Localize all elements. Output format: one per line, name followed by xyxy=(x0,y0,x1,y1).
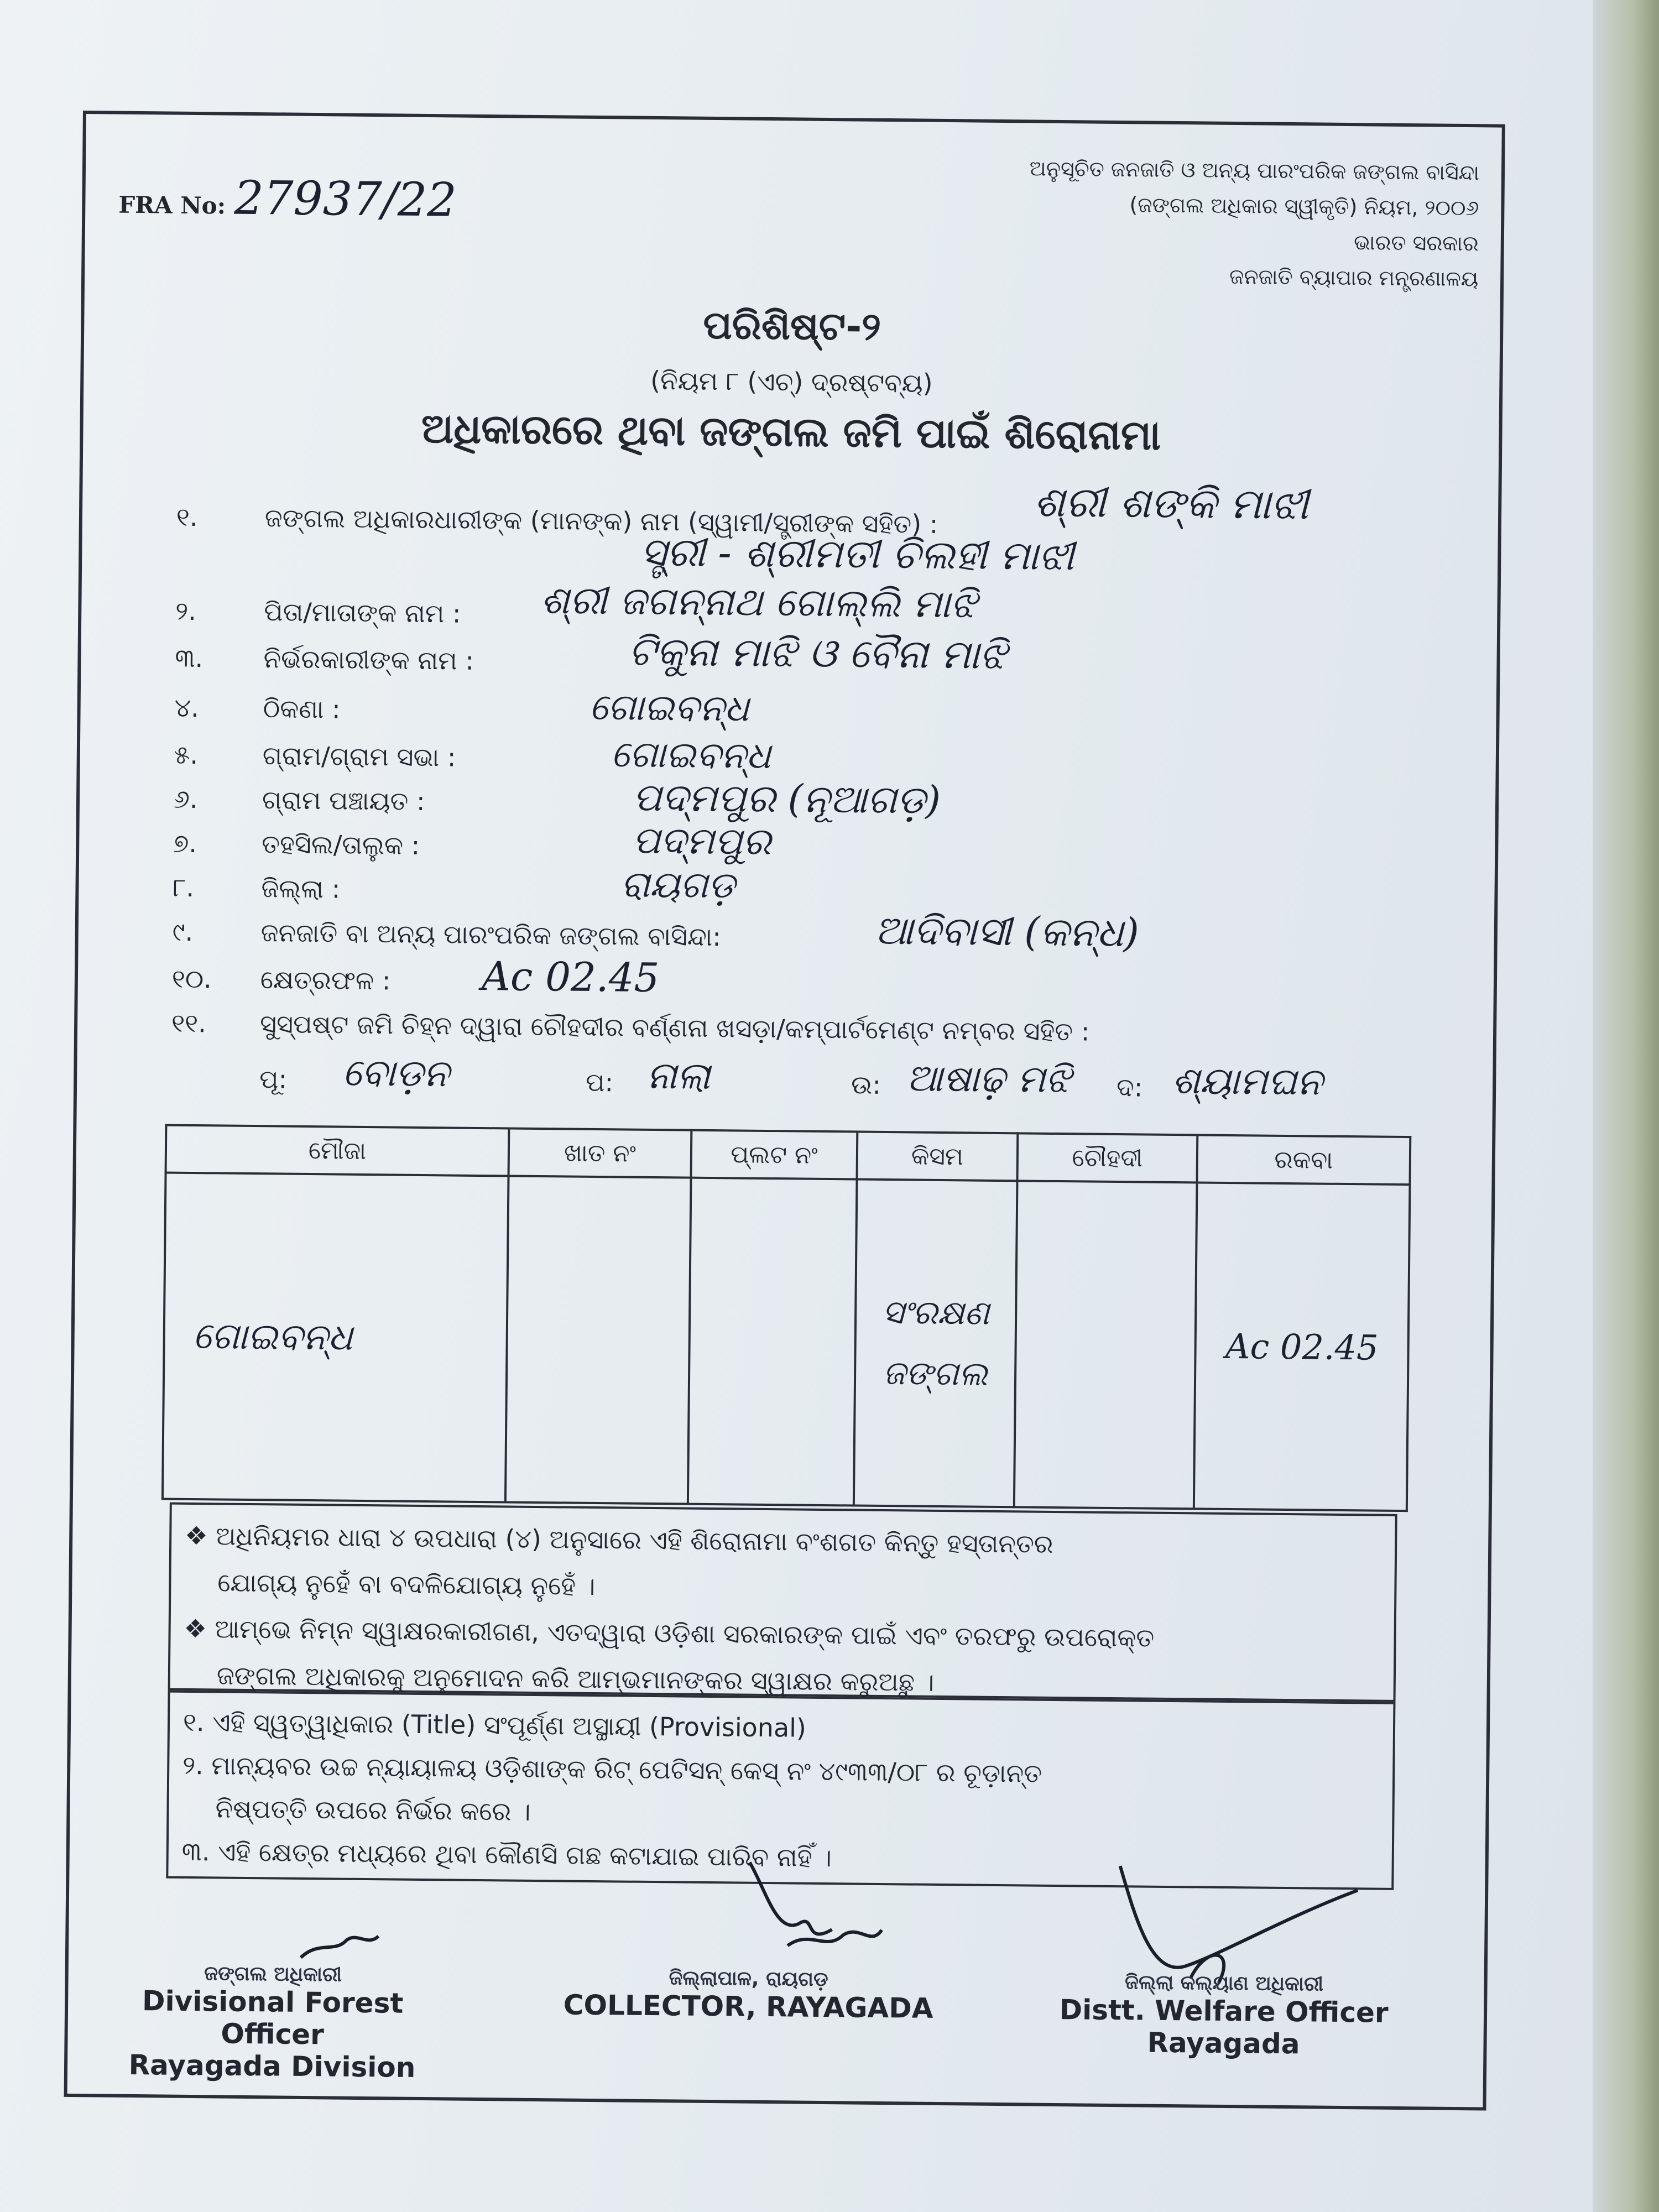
cell-rakba: Ac 02.45 xyxy=(1194,1182,1410,1511)
boundary-west-label: ପ: xyxy=(585,1067,614,1098)
field-number: ୧୦. xyxy=(171,963,212,994)
note-line: ଯୋଗ୍ୟ ନୁହେଁ ବା ବଦଳିଯୋଗ୍ୟ ନୁହେଁ । xyxy=(217,1567,596,1601)
issuer-line: ଅନୁସୂଚିତ ଜନଜାତି ଓ ଅନ୍ୟ ପାରଂପରିକ ଜଙ୍ଗଲ ବାସିନ୍ଦା xyxy=(1029,156,1480,185)
field-number: ୭. xyxy=(173,828,197,859)
column-header-rakba: ରକବା xyxy=(1197,1135,1410,1185)
boundary-south-value: ଶ୍ୟାମଘନ xyxy=(1171,1058,1323,1104)
background-edge xyxy=(1593,0,1659,2212)
signatory-office: Rayagada xyxy=(1147,2026,1300,2060)
field-value-tribe: ଆଦିବାସୀ (କନ୍ଧ) xyxy=(874,906,1140,956)
signatory-stamp: ଜିଲ୍ଲା କଲ୍ୟାଣ ଅଧିକାରୀ xyxy=(1124,1971,1324,1996)
rule-reference: (ନିୟମ ୮ (ଏଚ୍) ଦ୍ରଷ୍ଟବ୍ୟ) xyxy=(650,365,933,398)
boundary-east-label: ପୂ: xyxy=(259,1064,288,1094)
field-number: ୧. xyxy=(176,502,198,533)
field-label-boundary-description: ସୁସ୍ପଷ୍ଟ ଜମି ଚିହ୍ନ ଦ୍ୱାରା ଚୌହଦୀର ବର୍ଣ୍ଣନା ଖସଡ଼ା/କମ୍ପାର୍ଟମେଣ୍ଟ ନମ୍ବର ସହିତ : xyxy=(259,1009,1090,1047)
boundary-south-label: ଦ: xyxy=(1116,1072,1143,1103)
field-label-village: ଗ୍ରାମ/ଗ୍ରାମ ସଭା : xyxy=(262,740,456,773)
issuer-line: ଜନଜାତି ବ୍ୟାପାର ମନ୍ତ୍ରଣାଳୟ xyxy=(1229,264,1479,291)
signatory-stamp: ଜଙ୍ଗଲ ଅଧିକାରୀ xyxy=(204,1962,342,1986)
field-number: ୯. xyxy=(172,916,194,947)
signatory-title: Divisional Forest Officer xyxy=(142,1985,404,2051)
field-value-panchayat: ପଦ୍ମପୁର (ନୂଆଗଡ଼) xyxy=(632,774,941,823)
certificate-frame xyxy=(64,111,1505,2111)
field-label-parent-name: ପିତା/ମାତାଙ୍କ ନାମ : xyxy=(264,597,461,629)
boundary-west-value: ନାଲା xyxy=(646,1053,711,1098)
fra-number-value: 27937/22 xyxy=(233,170,457,227)
field-value-dependents: ଟିକୁନା ମାଝି ଓ ବୈନା ମାଝି xyxy=(628,628,1007,679)
note-line: ❖ ଆମ୍ଭେ ନିମ୍ନ ସ୍ୱାକ୍ଷରକାରୀଗଣ, ଏତଦ୍ୱାରା ଓଡ଼ିଶା ସରକାରଙ୍କ ପାଇଁ ଏବଂ ତରଫରୁ ଉପରୋକ୍ତ xyxy=(184,1613,1155,1653)
field-number: ୪. xyxy=(174,692,200,723)
cell-kisam: ସଂରକ୍ଷଣ ଜଙ୍ଗଲ xyxy=(854,1180,1018,1507)
condition-line: ୧. ଏହି ସ୍ୱତ୍ୱାଧିକାର (Title) ସଂପୂର୍ଣ୍ଣ ଅସ୍ଥାୟୀ (Provisional) xyxy=(182,1707,807,1743)
field-value-parent-name: ଶ୍ରୀ ଜଗନ୍ନାଥ ଗୋଲ୍ଲି ମାଝି xyxy=(540,577,977,627)
field-label-tehsil: ତହସିଲ/ତାଲୁକ : xyxy=(262,829,420,860)
issuer-line: (ଜଙ୍ଗଲ ଅଧିକାର ସ୍ୱୀକୃତି) ନିୟମ, ୨୦୦୬ xyxy=(1129,192,1479,221)
field-number: ୩. xyxy=(175,643,204,674)
field-label-district: ଜିଲ୍ଲା : xyxy=(261,873,341,904)
column-header-plot-no: ପ୍ଲଟ ନଂ xyxy=(691,1130,858,1180)
signatory-stamp: ଜିଲ୍ଲାପାଳ, ରାୟଗଡ଼ xyxy=(669,1966,828,1991)
column-header-chouhaddi: ଚୌହଦୀ xyxy=(1018,1133,1198,1182)
signatory-title: COLLECTOR, RAYAGADA xyxy=(563,1989,933,2025)
note-line: ଜଙ୍ଗଲ ଅଧିକାରକୁ ଅନୁମୋଦନ କରି ଆମ୍ଭମାନଙ୍କର ସ୍ୱାକ୍ଷର କରୁଅଛୁ । xyxy=(216,1660,935,1697)
document-title: ଅଧିକାରରେ ଥିବା ଜଙ୍ଗଲ ଜମି ପାଇଁ ଶିରୋନାମା xyxy=(421,404,1161,460)
field-number: ୨. xyxy=(175,596,197,627)
field-label-panchayat: ଗ୍ରାମ ପଞ୍ଚାୟତ : xyxy=(262,785,425,816)
column-header-kisam: କିସମ xyxy=(857,1132,1018,1181)
field-value-village: ଗୋଇବନ୍ଧ xyxy=(611,733,771,777)
field-number: ୮. xyxy=(173,872,195,902)
field-value-holder-name: ଶ୍ରୀ ଶଙ୍କି ମାଝୀ xyxy=(1033,477,1309,529)
field-label-area: କ୍ଷେତ୍ରଫଳ : xyxy=(260,964,391,996)
signatory-dfo xyxy=(101,1961,445,2084)
field-number: ୫. xyxy=(174,739,199,770)
field-value-tehsil: ପଦ୍ମପୁର xyxy=(632,818,771,864)
field-value-area: Ac 02.45 xyxy=(481,952,660,1001)
signatory-title: Distt. Welfare Officer xyxy=(1059,1994,1389,2029)
condition-line: ୩. ଏହି କ୍ଷେତ୍ର ମଧ୍ୟରେ ଥିବା କୌଣସି ଗଛ କଟାଯାଇ ପାରିବ ନାହିଁ । xyxy=(181,1836,832,1873)
field-value-spouse-name: ସ୍ତ୍ରୀ - ଶ୍ରୀମତୀ ଚିଲହୀ ମାଝୀ xyxy=(640,528,1074,580)
issuer-line: ଭାରତ ସରକାର xyxy=(1353,230,1479,256)
cell-mouza: ଗୋଇବନ୍ଧ xyxy=(163,1173,509,1503)
annex-title: ପରିଶିଷ୍ଟ-୨ xyxy=(703,302,881,349)
boundary-north-value: ଆଷାଢ଼ ମଝି xyxy=(906,1056,1071,1102)
column-header-khata-no: ଖାତ ନଂ xyxy=(509,1128,692,1177)
signatory-welfare-officer xyxy=(1035,1970,1412,2062)
field-value-district: ରାୟଗଡ଼ xyxy=(620,863,735,907)
boundary-north-label: ଉ: xyxy=(851,1070,881,1100)
field-number: ୬. xyxy=(173,784,198,815)
field-number: ୧୧. xyxy=(171,1008,206,1039)
column-header-mouza: ମୌଜା xyxy=(166,1125,509,1176)
field-label-dependents: ନିର୍ଭରକାରୀଙ୍କ ନାମ : xyxy=(263,644,474,676)
signatory-office: Rayagada Division xyxy=(128,2048,416,2084)
fra-number-label: FRA No: xyxy=(118,191,226,220)
field-label-address: ଠିକଣା : xyxy=(263,693,341,724)
field-label-tribe: ଜନଜାତି ବା ଅନ୍ୟ ପାରଂପରିକ ଜଙ୍ଗଲ ବାସିନ୍ଦା: xyxy=(260,917,722,952)
boundary-east-value: ବୋଡ଼ନ xyxy=(342,1051,450,1096)
note-line: ❖ ଅଧିନିୟମର ଧାରା ୪ ଉପଧାରା (୪) ଅନୁସାରେ ଏହି ଶିରୋନାମା ବଂଶଗତ କିନ୍ତୁ ହସ୍ତାନ୍ତର xyxy=(185,1520,1053,1559)
signatory-collector xyxy=(538,1965,959,2025)
field-label-holder-name: ଜଙ୍ଗଲ ଅଧିକାରଧାରୀଙ୍କ (ମାନଙ୍କ) ନାମ (ସ୍ୱାମୀ/ସ୍ତ୍ରୀଙ୍କ ସହିତ) : xyxy=(264,503,938,539)
signature-strokes xyxy=(67,114,1502,2107)
condition-line: ୨. ମାନ୍ୟବର ଉଚ୍ଚ ନ୍ୟାୟାଳୟ ଓଡ଼ିଶାଙ୍କ ରିଟ୍ ପେଟିସନ୍ କେସ୍ ନଂ ୪୯୩୩/୦୮ ର ଚୂଡ଼ାନ୍ତ xyxy=(182,1750,1042,1788)
condition-line: ନିଷ୍ପତ୍ତି ଉପରେ ନିର୍ଭର କରେ । xyxy=(215,1793,531,1827)
field-value-address: ଗୋଇବନ୍ଧ xyxy=(589,685,749,730)
